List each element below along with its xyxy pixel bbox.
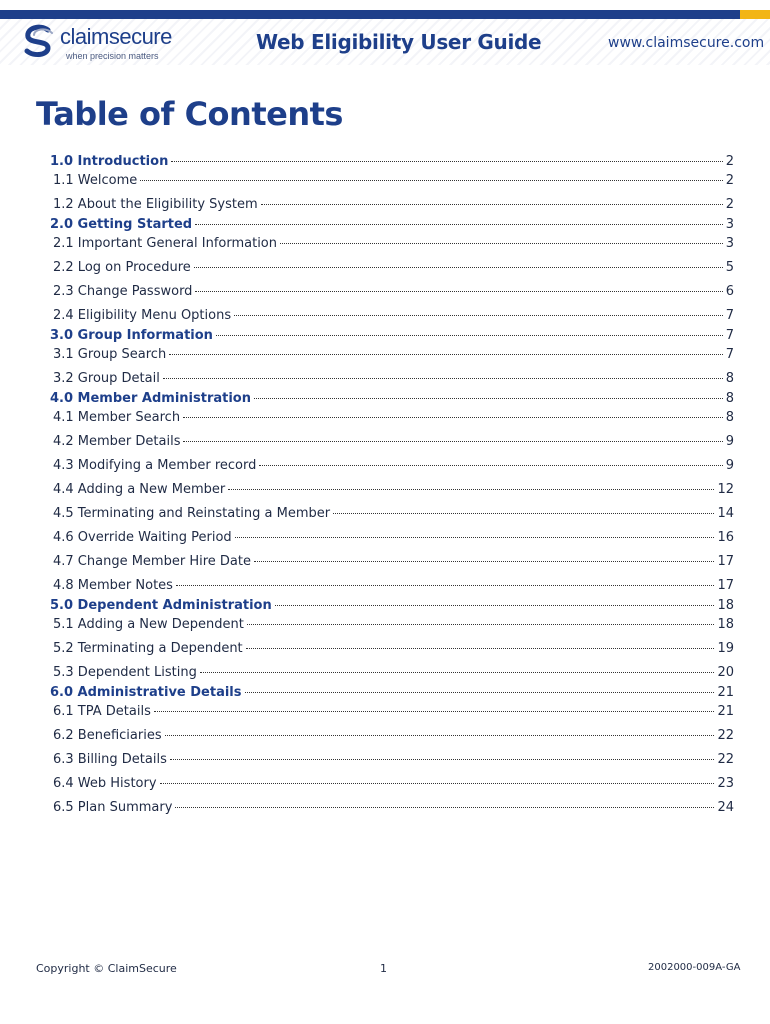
header-accent-bar <box>740 10 770 19</box>
toc-entry[interactable] <box>50 614 734 633</box>
website-link[interactable]: www.claimsecure.com <box>608 35 765 51</box>
toc-entry-page[interactable]: 7 <box>725 308 734 323</box>
toc-entry-label[interactable]: 5.3 Dependent Listing <box>53 665 197 680</box>
toc-entry[interactable] <box>50 744 734 768</box>
toc-entry-page[interactable]: 23 <box>717 776 734 791</box>
toc-leader-dots <box>245 692 715 693</box>
logo-swoosh-icon <box>22 24 56 58</box>
toc-entry-label[interactable]: 3.1 Group Search <box>53 347 167 362</box>
toc-entry-page[interactable]: 9 <box>725 434 734 449</box>
toc-entry[interactable] <box>50 792 734 816</box>
toc-leader-dots <box>176 585 714 586</box>
toc-entry-page[interactable]: 2 <box>725 173 734 188</box>
toc-leader-dots <box>228 489 714 490</box>
toc-entry-label[interactable]: 3.2 Group Detail <box>53 371 160 386</box>
toc-entry-page[interactable]: 8 <box>725 391 734 406</box>
toc-leader-dots <box>234 315 723 316</box>
table-of-contents <box>50 150 734 816</box>
toc-entry[interactable] <box>50 701 734 720</box>
toc-entry[interactable] <box>50 720 734 744</box>
toc-entry-label[interactable]: 4.6 Override Waiting Period <box>53 530 232 545</box>
toc-entry-label[interactable]: 2.2 Log on Procedure <box>53 260 191 275</box>
toc-leader-dots <box>254 398 723 399</box>
toc-entry-page[interactable]: 9 <box>725 458 734 473</box>
toc-leader-dots <box>216 335 723 336</box>
logo-tagline: when precision matters <box>66 51 159 61</box>
toc-entry[interactable] <box>50 450 734 474</box>
toc-entry-label[interactable]: 5.0 Dependent Administration <box>50 598 272 613</box>
toc-entry-label[interactable]: 6.0 Administrative Details <box>50 685 242 700</box>
toc-entry[interactable] <box>50 189 734 213</box>
toc-entry[interactable] <box>50 768 734 792</box>
toc-leader-dots <box>259 465 722 466</box>
toc-entry[interactable] <box>50 570 734 594</box>
toc-leader-dots <box>170 759 715 760</box>
toc-entry[interactable] <box>50 233 734 252</box>
toc-leader-dots <box>169 354 723 355</box>
toc-entry-label[interactable]: 4.0 Member Administration <box>50 391 251 406</box>
toc-entry-label[interactable]: 4.7 Change Member Hire Date <box>53 554 251 569</box>
toc-leader-dots <box>280 243 723 244</box>
toc-entry[interactable] <box>50 498 734 522</box>
toc-entry-label[interactable]: 1.1 Welcome <box>53 173 138 188</box>
toc-entry-page[interactable]: 12 <box>717 482 734 497</box>
toc-entry[interactable] <box>50 426 734 450</box>
toc-entry-page[interactable]: 14 <box>717 506 734 521</box>
toc-leader-dots <box>165 735 715 736</box>
toc-entry-label[interactable]: 6.3 Billing Details <box>53 752 167 767</box>
toc-leader-dots <box>261 204 723 205</box>
toc-entry-label[interactable]: 5.1 Adding a New Dependent <box>53 617 244 632</box>
toc-leader-dots <box>200 672 715 673</box>
toc-entry-page[interactable]: 3 <box>725 236 734 251</box>
toc-entry-page[interactable]: 22 <box>717 752 734 767</box>
toc-entry[interactable] <box>50 546 734 570</box>
toc-entry-page[interactable]: 20 <box>717 665 734 680</box>
toc-heading: Table of Contents <box>36 95 343 133</box>
toc-entry[interactable] <box>50 594 734 614</box>
toc-entry-page[interactable]: 5 <box>725 260 734 275</box>
toc-entry-page[interactable]: 22 <box>717 728 734 743</box>
toc-leader-dots <box>154 711 715 712</box>
toc-leader-dots <box>235 537 715 538</box>
toc-entry[interactable] <box>50 657 734 681</box>
toc-entry-label[interactable]: 6.2 Beneficiaries <box>53 728 162 743</box>
toc-entry-page[interactable]: 3 <box>725 217 734 232</box>
toc-entry-label[interactable]: 6.4 Web History <box>53 776 157 791</box>
claimsecure-logo <box>22 24 192 64</box>
toc-leader-dots <box>195 224 723 225</box>
toc-entry-label[interactable]: 5.2 Terminating a Dependent <box>53 641 243 656</box>
toc-entry-page[interactable]: 2 <box>725 197 734 212</box>
toc-entry-label[interactable]: 4.1 Member Search <box>53 410 181 425</box>
toc-entry-page[interactable]: 6 <box>725 284 734 299</box>
toc-leader-dots <box>194 267 723 268</box>
toc-entry-page[interactable]: 24 <box>717 800 734 815</box>
toc-entry-page[interactable]: 8 <box>725 371 734 386</box>
toc-entry-label[interactable]: 1.2 About the Eligibility System <box>53 197 258 212</box>
toc-leader-dots <box>246 648 715 649</box>
toc-leader-dots <box>275 605 715 606</box>
toc-leader-dots <box>195 291 722 292</box>
toc-leader-dots <box>254 561 714 562</box>
toc-entry[interactable] <box>50 522 734 546</box>
toc-entry[interactable] <box>50 681 734 701</box>
toc-entry-label[interactable]: 4.5 Terminating and Reinstating a Member <box>53 506 331 521</box>
toc-entry[interactable] <box>50 324 734 344</box>
document-title: Web Eligibility User Guide <box>256 30 542 54</box>
toc-leader-dots <box>160 783 715 784</box>
toc-entry-page[interactable]: 7 <box>725 347 734 362</box>
toc-entry[interactable] <box>50 252 734 276</box>
toc-entry-label[interactable]: 2.3 Change Password <box>53 284 193 299</box>
toc-entry[interactable] <box>50 474 734 498</box>
toc-leader-dots <box>183 441 722 442</box>
toc-entry-page[interactable]: 7 <box>725 328 734 343</box>
toc-entry-label[interactable]: 4.8 Member Notes <box>53 578 173 593</box>
toc-leader-dots <box>163 378 723 379</box>
toc-entry-page[interactable]: 2 <box>725 154 734 169</box>
toc-entry-label[interactable]: 4.4 Adding a New Member <box>53 482 226 497</box>
toc-entry-label[interactable]: 4.3 Modifying a Member record <box>53 458 257 473</box>
toc-entry[interactable] <box>50 344 734 363</box>
toc-leader-dots <box>247 624 715 625</box>
toc-entry-label[interactable]: 6.1 TPA Details <box>53 704 151 719</box>
toc-entry-label[interactable]: 4.2 Member Details <box>53 434 181 449</box>
toc-entry-label[interactable]: 6.5 Plan Summary <box>53 800 173 815</box>
toc-entry[interactable] <box>50 387 734 407</box>
toc-entry-page[interactable]: 18 <box>717 617 734 632</box>
toc-entry-page[interactable]: 18 <box>717 598 734 613</box>
footer-page-number: 1 <box>380 962 387 975</box>
footer-document-code: 2002000-009A-GA <box>648 962 741 973</box>
toc-entry-label[interactable]: 3.0 Group Information <box>50 328 213 343</box>
toc-entry[interactable] <box>50 300 734 324</box>
toc-entry-page[interactable]: 8 <box>725 410 734 425</box>
toc-leader-dots <box>140 180 722 181</box>
toc-leader-dots <box>333 513 714 514</box>
toc-entry-page[interactable]: 19 <box>717 641 734 656</box>
toc-entry[interactable] <box>50 633 734 657</box>
logo-wordmark: claimsecure <box>60 24 172 49</box>
toc-entry[interactable] <box>50 276 734 300</box>
footer-copyright: Copyright © ClaimSecure <box>36 962 177 975</box>
toc-entry-label[interactable]: 2.0 Getting Started <box>50 217 193 232</box>
toc-entry-page[interactable]: 21 <box>717 704 734 719</box>
toc-entry[interactable] <box>50 170 734 189</box>
toc-entry-page[interactable]: 21 <box>717 685 734 700</box>
toc-entry[interactable] <box>50 363 734 387</box>
toc-leader-dots <box>183 417 723 418</box>
toc-entry[interactable] <box>50 213 734 233</box>
toc-entry-page[interactable]: 16 <box>717 530 734 545</box>
toc-leader-dots <box>171 161 722 162</box>
toc-entry-label[interactable]: 1.0 Introduction <box>50 154 169 169</box>
toc-leader-dots <box>175 807 714 808</box>
header-top-bar <box>0 10 770 19</box>
toc-entry-page[interactable]: 17 <box>717 554 734 569</box>
toc-entry[interactable] <box>50 407 734 426</box>
toc-entry[interactable] <box>50 150 734 170</box>
toc-entry-label[interactable]: 2.4 Eligibility Menu Options <box>53 308 232 323</box>
toc-entry-page[interactable]: 17 <box>717 578 734 593</box>
toc-entry-label[interactable]: 2.1 Important General Information <box>53 236 278 251</box>
